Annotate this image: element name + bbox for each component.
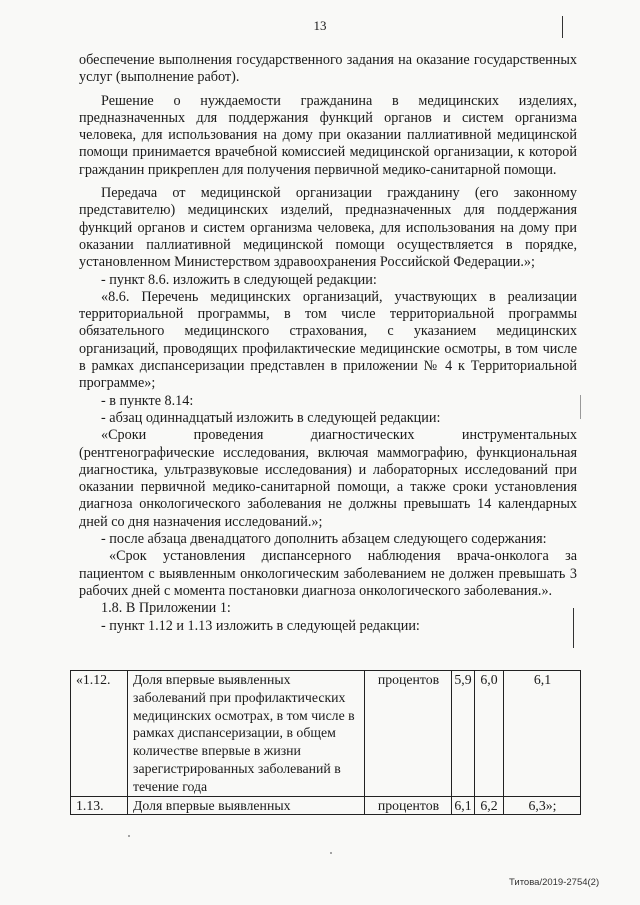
value-cell: 6,1 [452, 796, 475, 815]
paragraph: «Сроки проведения диагностических инструментальных (рентгенографические исследования, включая маммографию, функциональная диагностика, ультразвуковые исследования) и лабораторных исследований при оказании первичной медико-санитарной помощи, а также сроки установления диагноза онкологического заболевания не должны превышать 14 календарных дней со дня назначения исследований.»; [79, 427, 577, 530]
unit-cell: процентов [365, 671, 452, 797]
scan-speck [330, 852, 332, 854]
scan-margin-mark [562, 16, 563, 38]
paragraph: Решение о нуждаемости гражданина в медицинских изделиях, предназначенных для поддержания функций органов и систем организма человека, для использования на дому при оказании паллиативной медицинской помощи принимается врачебной комиссией медицинской организации, к которой гражданин прикреплен для получения первичной медико-санитарной помощи. [79, 92, 577, 178]
scan-margin-mark [580, 395, 581, 419]
row-number: «1.12. [71, 671, 128, 797]
value-cell: 6,1 [504, 671, 581, 797]
unit-cell: процентов [365, 796, 452, 815]
table-row [71, 671, 581, 797]
paragraph: - в пункте 8.14: [101, 392, 194, 409]
row-number: 1.13. [71, 796, 128, 815]
paragraph: обеспечение выполнения государственного задания на оказание государственных услуг (выполнение работ). [79, 52, 577, 86]
paragraph: 1.8. В Приложении 1: [101, 600, 231, 617]
document-body [79, 52, 577, 635]
paragraph: Передача от медицинской организации гражданину (его законному представителю) медицинских изделий, предназначенных для поддержания функций органов и систем организма человека, для использования на дому при оказании паллиативной медицинской помощи осуществляется в порядке, установленном Министерством здравоохранения Российской Федерации.»; [79, 185, 577, 271]
document-code: Титова/2019-2754(2) [509, 877, 600, 888]
page-number: 13 [313, 18, 327, 33]
paragraph: - пункт 1.12 и 1.13 изложить в следующей редакции: [101, 617, 420, 634]
paragraph: «8.6. Перечень медицинских организаций, участвующих в реализации территориальной программы, в том числе территориальной программы обязательного медицинского страхования, с указанием медицинских организаций, проводящих профилактические медицинские осмотры, в том числе в рамках диспансеризации представлен в приложении № 4 к Территориальной программе»; [79, 288, 577, 392]
value-cell: 6,3»; [504, 796, 581, 815]
table-row [71, 796, 581, 815]
indicator-name: Доля впервые выявленных заболеваний при профилактических медицинских осмотрах, в том числе в рамках диспансеризации, в общем количестве впервые в жизни зарегистрированных заболеваний в течение года [128, 671, 365, 797]
paragraph: - после абзаца двенадцатого дополнить абзацем следующего содержания: [101, 531, 547, 548]
value-cell: 6,2 [475, 796, 504, 815]
paragraph: - пункт 8.6. изложить в следующей редакции: [101, 271, 377, 288]
paragraph: - абзац одиннадцатый изложить в следующей редакции: [101, 409, 441, 426]
indicator-name: Доля впервые выявленных [128, 796, 365, 815]
value-cell: 6,0 [475, 671, 504, 797]
indicator-table [70, 670, 581, 815]
scan-speck [128, 835, 130, 837]
paragraph: «Срок установления диспансерного наблюдения врача-онколога за пациентом с выявленным онкологическим заболеванием не должен превышать 3 рабочих дней с момента постановки диагноза онкологического заболевания.». [79, 548, 577, 599]
value-cell: 5,9 [452, 671, 475, 797]
